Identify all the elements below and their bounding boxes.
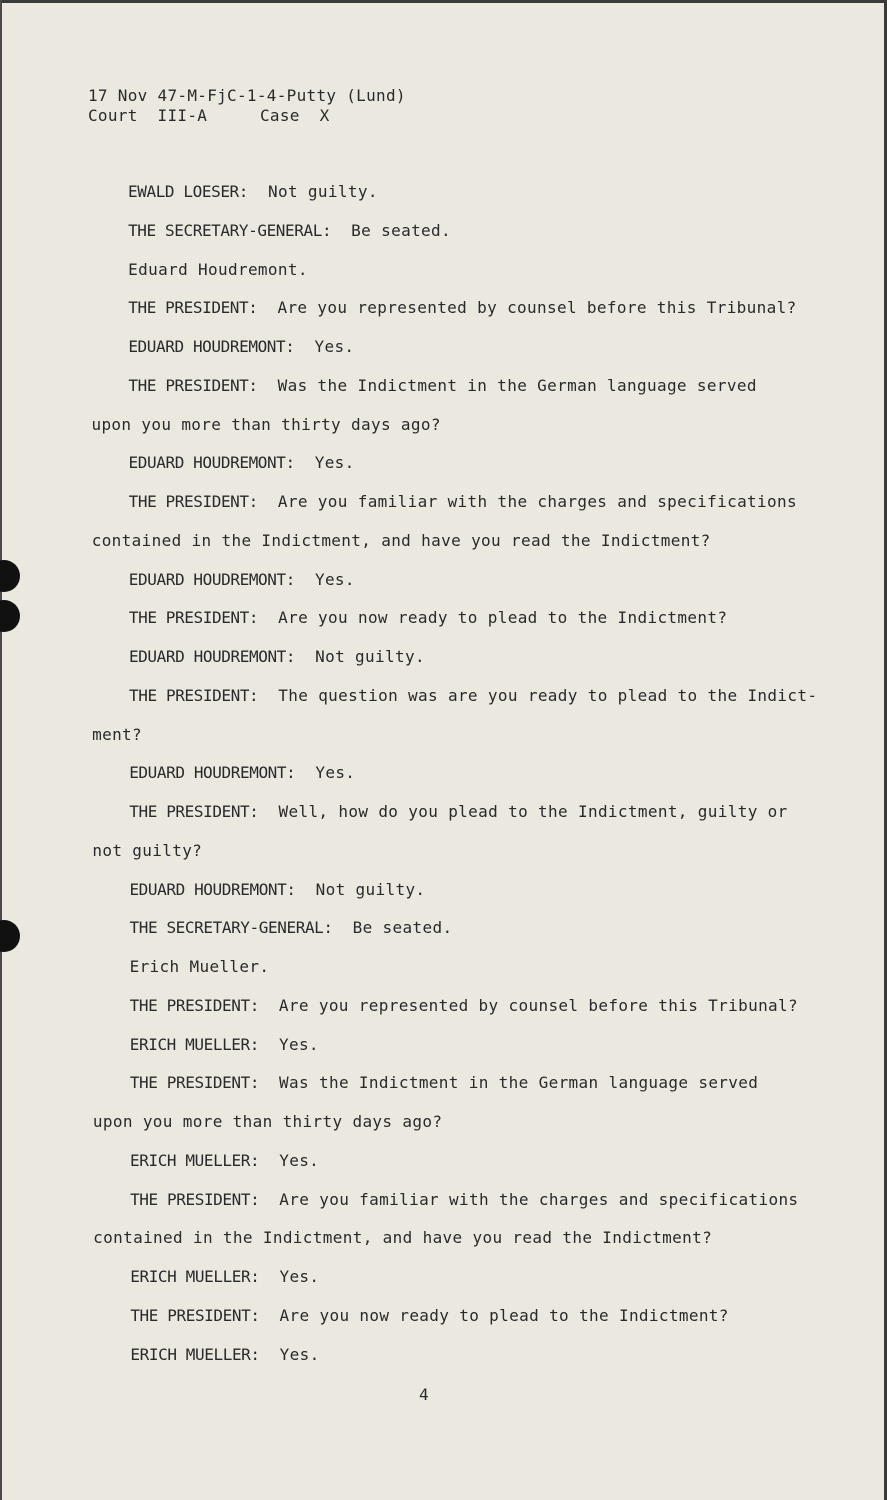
transcript-line	[130, 1267, 319, 1286]
punch-hole	[0, 600, 20, 632]
transcript-line	[129, 647, 425, 666]
line-text: Not guilty.	[248, 182, 378, 201]
line-text: Yes.	[295, 569, 355, 589]
line-text: not guilty?	[92, 840, 203, 860]
line-text: Are you now ready to plead to the Indictment?	[259, 1305, 729, 1325]
transcript-line	[130, 1073, 758, 1092]
header-court: Court III-A	[88, 106, 208, 125]
speaker-name: THE PRESIDENT:	[129, 1073, 260, 1093]
line-text: Are you familiar with the charges and specifications	[257, 492, 797, 511]
page-left-edge	[0, 0, 2, 1500]
line-text: Yes.	[295, 763, 356, 783]
speaker-name: EDUARD HOUDREMONT:	[128, 337, 295, 356]
transcript-line	[130, 1306, 728, 1325]
speaker-name: THE SECRETARY-GENERAL:	[128, 220, 332, 240]
transcript-continuation	[92, 531, 711, 550]
line-text: Yes.	[259, 1034, 319, 1054]
page-top-edge	[0, 0, 887, 3]
transcript-line	[130, 1190, 798, 1209]
line-text: Erich Mueller.	[129, 957, 270, 976]
speaker-name: THE PRESIDENT:	[128, 298, 258, 318]
line-text: upon you more than thirty days ago?	[91, 414, 441, 434]
transcript-line	[128, 298, 796, 317]
speaker-name: EDUARD HOUDREMONT:	[129, 879, 296, 899]
speaker-name: ERICH MUELLER:	[130, 1150, 260, 1170]
speaker-name: THE PRESIDENT:	[128, 492, 258, 511]
speaker-name: ERICH MUELLER:	[129, 1034, 260, 1054]
transcript-line	[130, 1345, 319, 1364]
line-text: Yes.	[259, 1150, 320, 1170]
transcript-line	[129, 453, 355, 472]
line-text: Yes.	[294, 337, 355, 356]
line-text: contained in the Indictment, and have you read the Indictment?	[91, 530, 711, 550]
line-text: Yes.	[294, 453, 355, 473]
transcript-continuation	[128, 260, 308, 279]
speaker-name: THE PRESIDENT:	[129, 685, 259, 705]
speaker-name: ERICH MUELLER:	[130, 1344, 260, 1364]
line-text: Well, how do you plead to the Indictment, guilty or	[258, 802, 788, 821]
transcript-line	[130, 1035, 319, 1054]
speaker-name: EDUARD HOUDREMONT:	[129, 763, 296, 783]
transcript-line	[128, 337, 354, 356]
transcript-line	[129, 492, 797, 511]
transcript-continuation	[93, 1112, 442, 1131]
line-text: Not guilty.	[295, 879, 426, 899]
transcript-line	[128, 182, 378, 201]
line-text: Yes.	[259, 1344, 320, 1364]
line-text: Was the Indictment in the German language served	[259, 1073, 759, 1093]
header-case: Case X	[260, 106, 330, 125]
transcript-line	[128, 376, 756, 395]
line-text: Yes.	[259, 1267, 320, 1286]
speaker-name: EWALD LOESER:	[128, 182, 249, 201]
transcript-line	[129, 763, 355, 782]
line-text: Are you represented by counsel before this Tribunal?	[258, 995, 799, 1015]
transcript-continuation	[130, 957, 270, 976]
transcript-line	[129, 570, 355, 589]
line-text: Are you familiar with the charges and specifications	[259, 1189, 799, 1209]
transcript-continuation	[91, 415, 440, 434]
speaker-name: THE PRESIDENT:	[130, 1189, 260, 1209]
line-text: ment?	[92, 724, 143, 744]
speaker-name: THE PRESIDENT:	[129, 802, 259, 821]
line-text: upon you more than thirty days ago?	[92, 1112, 443, 1131]
line-text: Be seated.	[332, 918, 453, 938]
line-text: The question was are you ready to plead to the Indict-	[258, 685, 818, 705]
line-text: contained in the Indictment, and have you read the Indictment?	[93, 1228, 713, 1248]
speaker-name: ERICH MUELLER:	[130, 1267, 260, 1286]
line-text: Eduard Houdremont.	[128, 259, 308, 279]
line-text: Are you now ready to plead to the Indictment?	[258, 608, 728, 628]
transcript-line	[130, 1151, 319, 1170]
speaker-name: EDUARD HOUDREMONT:	[128, 647, 296, 666]
punch-hole	[0, 920, 20, 952]
line-text: Not guilty.	[295, 647, 425, 666]
punch-hole	[0, 560, 20, 592]
transcript-line	[129, 880, 425, 899]
page-number: 4	[419, 1385, 429, 1404]
transcript-continuation	[92, 725, 142, 744]
speaker-name: THE PRESIDENT:	[128, 608, 259, 628]
speaker-name: THE PRESIDENT:	[130, 1305, 260, 1325]
transcript-continuation	[92, 841, 202, 860]
transcript-line	[129, 802, 787, 821]
line-text: Was the Indictment in the German language served	[257, 375, 757, 395]
transcript-line	[129, 686, 817, 705]
transcript-continuation	[93, 1228, 712, 1247]
transcript-line	[128, 221, 451, 240]
line-text: Be seated.	[331, 220, 451, 240]
speaker-name: THE PRESIDENT:	[129, 995, 259, 1015]
speaker-name: THE SECRETARY-GENERAL:	[129, 918, 333, 938]
transcript-line	[130, 918, 453, 937]
line-text: Are you represented by counsel before this Tribunal?	[257, 298, 797, 318]
header-reference: 17 Nov 47-M-FjC-1-4-Putty (Lund)	[88, 86, 406, 105]
speaker-name: EDUARD HOUDREMONT:	[128, 453, 295, 473]
transcript-line	[129, 608, 727, 627]
speaker-name: THE PRESIDENT:	[128, 375, 258, 395]
transcript-line	[130, 996, 798, 1015]
speaker-name: EDUARD HOUDREMONT:	[128, 569, 295, 589]
